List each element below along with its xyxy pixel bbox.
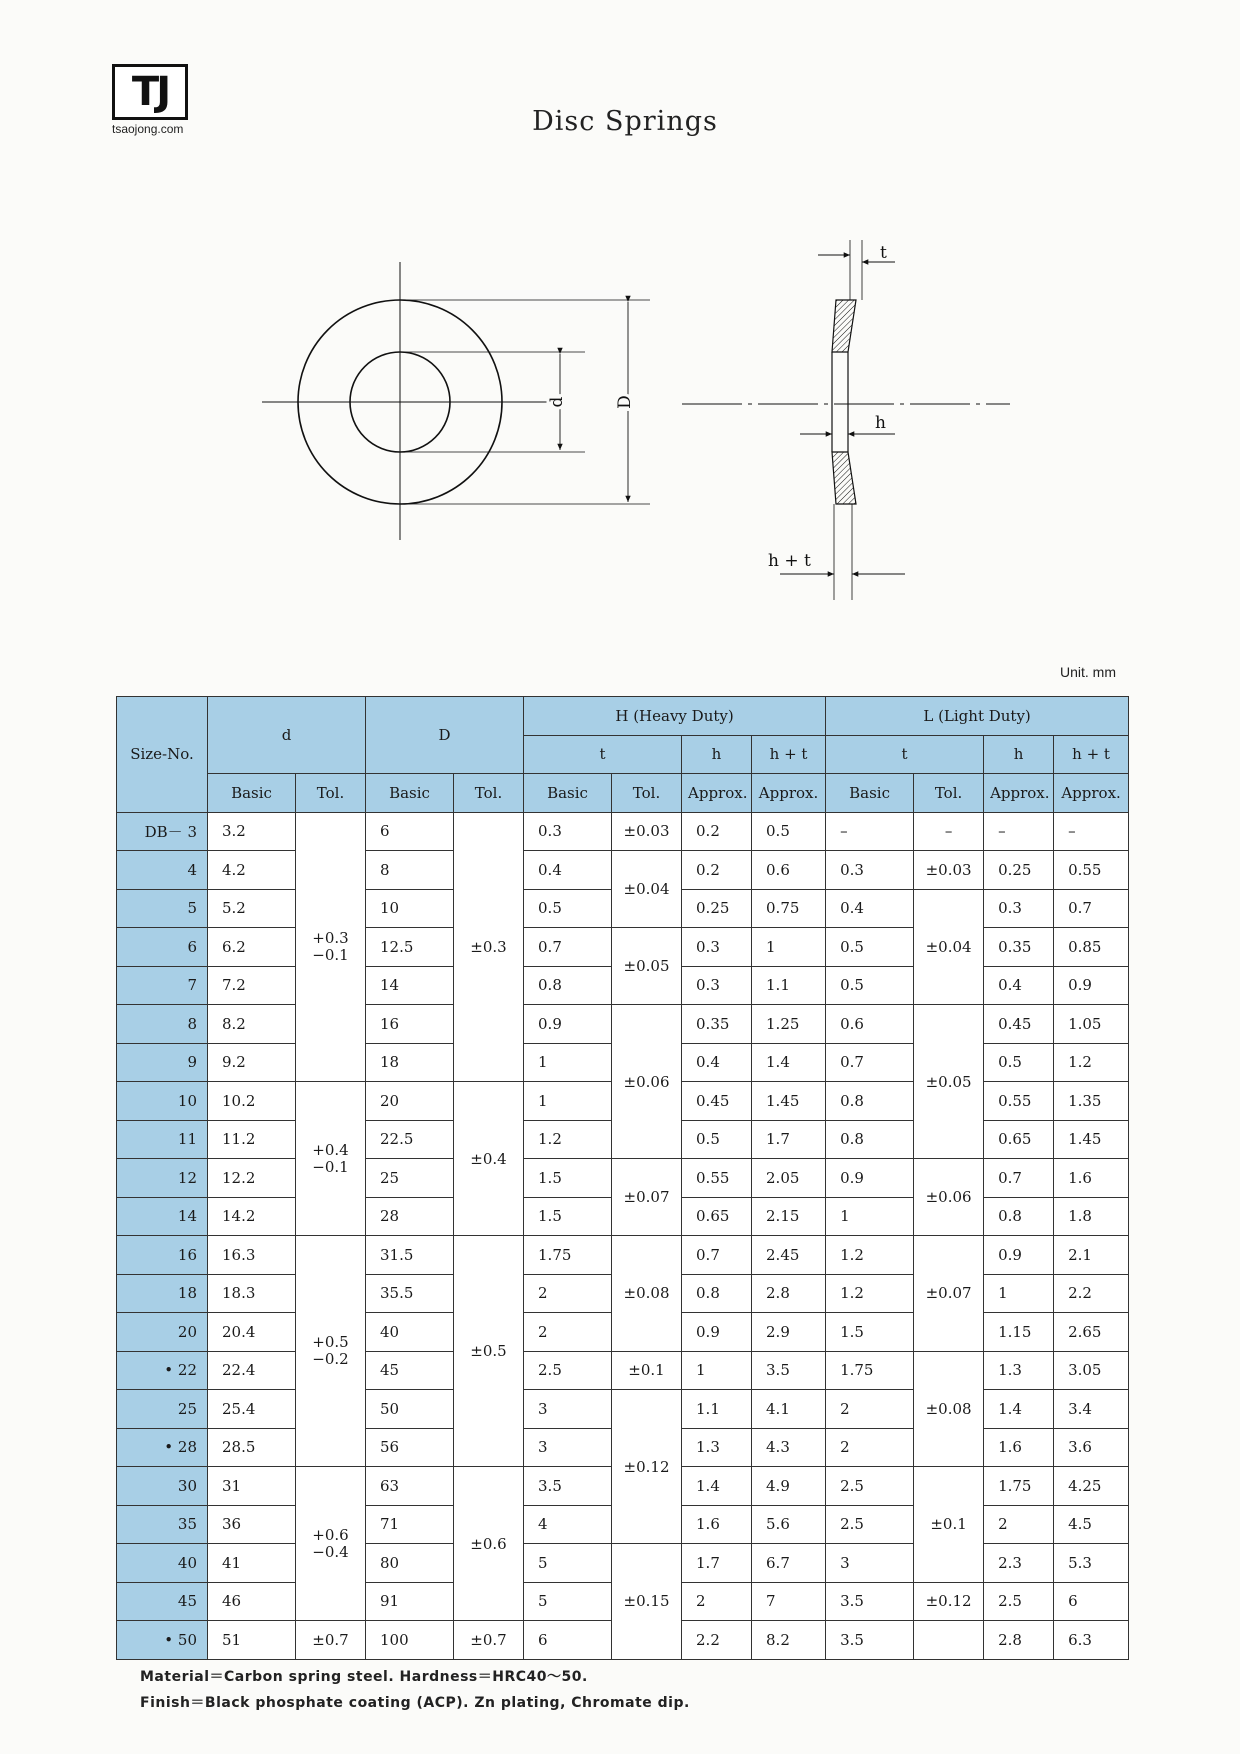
header-approx: Approx. xyxy=(984,774,1054,813)
size-no-cell: DB－ 3 xyxy=(117,812,208,851)
header-basic: Basic xyxy=(524,774,612,813)
d-basic-cell: 11.2 xyxy=(208,1120,296,1159)
d-basic-cell: 25.4 xyxy=(208,1390,296,1429)
tol-minus: −0.1 xyxy=(312,1157,349,1176)
header-heavy-duty: H (Heavy Duty) xyxy=(524,697,826,736)
D-tol-cell: ±0.6 xyxy=(454,1467,524,1621)
D-tol-cell: ±0.3 xyxy=(454,812,524,1082)
size-no-cell: 18 xyxy=(117,1274,208,1313)
heavy-ht-cell: 0.75 xyxy=(752,889,826,928)
header-basic: Basic xyxy=(366,774,454,813)
heavy-h-cell: 2.2 xyxy=(682,1621,752,1660)
heavy-h-cell: 0.8 xyxy=(682,1274,752,1313)
light-h-cell: 2.3 xyxy=(984,1544,1054,1583)
heavy-ht-cell: 2.05 xyxy=(752,1159,826,1198)
heavy-ht-cell: 5.6 xyxy=(752,1505,826,1544)
size-no-cell: 40 xyxy=(117,1544,208,1583)
light-ht-cell: 1.8 xyxy=(1054,1197,1129,1236)
light-t-basic-cell: 3 xyxy=(826,1544,914,1583)
light-h-cell: 2 xyxy=(984,1505,1054,1544)
header-approx: Approx. xyxy=(682,774,752,813)
light-t-basic-cell: 1.5 xyxy=(826,1313,914,1352)
light-ht-cell: – xyxy=(1054,812,1129,851)
table-row xyxy=(117,1351,1129,1390)
D-basic-cell: 80 xyxy=(366,1544,454,1583)
d-basic-cell: 6.2 xyxy=(208,928,296,967)
d-basic-cell: 46 xyxy=(208,1582,296,1621)
d-basic-cell: 36 xyxy=(208,1505,296,1544)
light-t-basic-cell: 0.8 xyxy=(826,1082,914,1121)
heavy-ht-cell: 2.45 xyxy=(752,1236,826,1275)
d-basic-cell: 12.2 xyxy=(208,1159,296,1198)
disc-spring-drawing xyxy=(0,0,1240,640)
size-no-cell: 16 xyxy=(117,1236,208,1275)
light-t-basic-cell: 0.7 xyxy=(826,1043,914,1082)
light-t-tol-cell: ±0.07 xyxy=(914,1236,984,1352)
tol-plus: +0.3 xyxy=(312,928,349,947)
heavy-t-basic-cell: 1 xyxy=(524,1043,612,1082)
light-h-cell: 0.65 xyxy=(984,1120,1054,1159)
logo-url: tsaojong.com xyxy=(112,122,184,136)
heavy-h-cell: 1.3 xyxy=(682,1428,752,1467)
heavy-h-cell: 0.7 xyxy=(682,1236,752,1275)
size-no-cell: 10 xyxy=(117,1082,208,1121)
header-d: d xyxy=(208,697,366,774)
heavy-h-cell: 0.45 xyxy=(682,1082,752,1121)
D-basic-cell: 56 xyxy=(366,1428,454,1467)
heavy-t-basic-cell: 0.9 xyxy=(524,1005,612,1044)
light-t-tol-cell xyxy=(914,1621,984,1660)
size-no-cell: 25 xyxy=(117,1390,208,1429)
light-t-basic-cell: 3.5 xyxy=(826,1582,914,1621)
D-basic-cell: 16 xyxy=(366,1005,454,1044)
size-no-cell: 45 xyxy=(117,1582,208,1621)
d-basic-cell: 8.2 xyxy=(208,1005,296,1044)
logo-mark-text: TJ xyxy=(131,69,169,115)
light-t-tol-cell: ±0.08 xyxy=(914,1351,984,1467)
heavy-t-basic-cell: 0.4 xyxy=(524,851,612,890)
heavy-ht-cell: 1.45 xyxy=(752,1082,826,1121)
tol-plus: +0.5 xyxy=(312,1333,349,1351)
header-heavy-ht: h + t xyxy=(752,735,826,774)
heavy-h-cell: 0.65 xyxy=(682,1197,752,1236)
heavy-t-basic-cell: 0.3 xyxy=(524,812,612,851)
D-basic-cell: 50 xyxy=(366,1390,454,1429)
d-basic-cell: 4.2 xyxy=(208,851,296,890)
table-row xyxy=(117,812,1129,851)
D-basic-cell: 63 xyxy=(366,1467,454,1506)
light-t-basic-cell: 1.75 xyxy=(826,1351,914,1390)
D-basic-cell: 18 xyxy=(366,1043,454,1082)
light-t-basic-cell: 1.2 xyxy=(826,1236,914,1275)
D-tol-cell: ±0.7 xyxy=(454,1621,524,1660)
heavy-t-basic-cell: 2 xyxy=(524,1274,612,1313)
d-basic-cell: 28.5 xyxy=(208,1428,296,1467)
light-t-basic-cell: 2 xyxy=(826,1390,914,1429)
header-heavy-t: t xyxy=(524,735,682,774)
header-heavy-h: h xyxy=(682,735,752,774)
light-t-tol-cell: ±0.03 xyxy=(914,851,984,890)
light-h-cell: 0.45 xyxy=(984,1005,1054,1044)
header-approx: Approx. xyxy=(752,774,826,813)
header-basic: Basic xyxy=(826,774,914,813)
light-ht-cell: 0.7 xyxy=(1054,889,1129,928)
light-h-cell: 0.7 xyxy=(984,1159,1054,1198)
dim-t-label: t xyxy=(880,243,887,263)
table-body xyxy=(117,812,1129,1659)
size-no-cell: 9 xyxy=(117,1043,208,1082)
light-ht-cell: 0.55 xyxy=(1054,851,1129,890)
light-ht-cell: 2.2 xyxy=(1054,1274,1129,1313)
light-t-tol-cell: ±0.04 xyxy=(914,889,984,1005)
heavy-h-cell: 1 xyxy=(682,1351,752,1390)
heavy-t-basic-cell: 6 xyxy=(524,1621,612,1660)
header-light-t: t xyxy=(826,735,984,774)
size-no-cell: 6 xyxy=(117,928,208,967)
d-basic-cell: 16.3 xyxy=(208,1236,296,1275)
D-basic-cell: 40 xyxy=(366,1313,454,1352)
light-t-tol-cell: ±0.05 xyxy=(914,1005,984,1159)
heavy-ht-cell: 3.5 xyxy=(752,1351,826,1390)
light-t-tol-cell: ±0.1 xyxy=(914,1467,984,1583)
heavy-ht-cell: 1 xyxy=(752,928,826,967)
table-row xyxy=(117,1005,1129,1044)
header-approx: Approx. xyxy=(1054,774,1129,813)
tol-minus: −0.2 xyxy=(312,1350,349,1368)
light-h-cell: 1.3 xyxy=(984,1351,1054,1390)
light-ht-cell: 4.5 xyxy=(1054,1505,1129,1544)
heavy-t-basic-cell: 1 xyxy=(524,1082,612,1121)
light-t-basic-cell: 2 xyxy=(826,1428,914,1467)
size-no-cell: • 50 xyxy=(117,1621,208,1660)
D-basic-cell: 22.5 xyxy=(366,1120,454,1159)
light-ht-cell: 3.05 xyxy=(1054,1351,1129,1390)
light-h-cell: – xyxy=(984,812,1054,851)
size-no-cell: 11 xyxy=(117,1120,208,1159)
light-h-cell: 0.5 xyxy=(984,1043,1054,1082)
light-t-basic-cell: 3.5 xyxy=(826,1621,914,1660)
light-ht-cell: 1.6 xyxy=(1054,1159,1129,1198)
header-light-ht: h + t xyxy=(1054,735,1129,774)
tol-plus: +0.4 xyxy=(312,1140,349,1159)
material-note: Material＝Carbon spring steel. Hardness＝HRC40～50. xyxy=(140,1669,588,1685)
light-ht-cell: 2.1 xyxy=(1054,1236,1129,1275)
header-tol: Tol. xyxy=(454,774,524,813)
heavy-t-basic-cell: 1.75 xyxy=(524,1236,612,1275)
heavy-h-cell: 1.1 xyxy=(682,1390,752,1429)
front-view xyxy=(262,262,650,540)
d-tol-cell xyxy=(296,1467,366,1621)
header-tol: Tol. xyxy=(296,774,366,813)
heavy-t-basic-cell: 4 xyxy=(524,1505,612,1544)
d-basic-cell: 18.3 xyxy=(208,1274,296,1313)
size-no-cell: 35 xyxy=(117,1505,208,1544)
spec-notes xyxy=(140,1664,690,1716)
D-tol-cell: ±0.4 xyxy=(454,1082,524,1236)
size-no-cell: • 28 xyxy=(117,1428,208,1467)
size-no-cell: 14 xyxy=(117,1197,208,1236)
heavy-h-cell: 0.35 xyxy=(682,1005,752,1044)
d-basic-cell: 9.2 xyxy=(208,1043,296,1082)
light-ht-cell: 6.3 xyxy=(1054,1621,1129,1660)
header-size-no: Size-No. xyxy=(117,697,208,813)
table-row xyxy=(117,1236,1129,1275)
heavy-h-cell: 0.2 xyxy=(682,851,752,890)
d-basic-cell: 20.4 xyxy=(208,1313,296,1352)
heavy-ht-cell: 0.5 xyxy=(752,812,826,851)
light-h-cell: 0.9 xyxy=(984,1236,1054,1275)
d-basic-cell: 51 xyxy=(208,1621,296,1660)
table-row xyxy=(117,1159,1129,1198)
light-ht-cell: 0.85 xyxy=(1054,928,1129,967)
header-D: D xyxy=(366,697,524,774)
light-ht-cell: 1.05 xyxy=(1054,1005,1129,1044)
light-h-cell: 0.35 xyxy=(984,928,1054,967)
D-basic-cell: 14 xyxy=(366,966,454,1005)
heavy-h-cell: 0.3 xyxy=(682,928,752,967)
d-basic-cell: 5.2 xyxy=(208,889,296,928)
light-t-tol-cell: ±0.06 xyxy=(914,1159,984,1236)
D-basic-cell: 25 xyxy=(366,1159,454,1198)
D-basic-cell: 6 xyxy=(366,812,454,851)
light-ht-cell: 5.3 xyxy=(1054,1544,1129,1583)
d-basic-cell: 7.2 xyxy=(208,966,296,1005)
light-ht-cell: 2.65 xyxy=(1054,1313,1129,1352)
page-title: Disc Springs xyxy=(532,106,718,137)
table-header xyxy=(117,697,1129,813)
light-t-basic-cell: 1 xyxy=(826,1197,914,1236)
d-tol-cell xyxy=(296,1236,366,1467)
heavy-t-basic-cell: 0.8 xyxy=(524,966,612,1005)
light-t-basic-cell: – xyxy=(826,812,914,851)
heavy-h-cell: 0.9 xyxy=(682,1313,752,1352)
light-t-basic-cell: 0.4 xyxy=(826,889,914,928)
heavy-t-basic-cell: 5 xyxy=(524,1544,612,1583)
light-h-cell: 1.75 xyxy=(984,1467,1054,1506)
heavy-ht-cell: 2.15 xyxy=(752,1197,826,1236)
d-basic-cell: 3.2 xyxy=(208,812,296,851)
light-ht-cell: 0.9 xyxy=(1054,966,1129,1005)
size-no-cell: 12 xyxy=(117,1159,208,1198)
light-ht-cell: 3.4 xyxy=(1054,1390,1129,1429)
light-h-cell: 0.25 xyxy=(984,851,1054,890)
D-basic-cell: 28 xyxy=(366,1197,454,1236)
size-no-cell: • 22 xyxy=(117,1351,208,1390)
heavy-h-cell: 0.55 xyxy=(682,1159,752,1198)
D-tol-cell: ±0.5 xyxy=(454,1236,524,1467)
d-basic-cell: 31 xyxy=(208,1467,296,1506)
tol-minus: −0.4 xyxy=(312,1542,349,1561)
heavy-t-basic-cell: 3 xyxy=(524,1428,612,1467)
D-basic-cell: 45 xyxy=(366,1351,454,1390)
light-h-cell: 1.6 xyxy=(984,1428,1054,1467)
header-basic: Basic xyxy=(208,774,296,813)
heavy-h-cell: 1.7 xyxy=(682,1544,752,1583)
D-basic-cell: 35.5 xyxy=(366,1274,454,1313)
heavy-ht-cell: 1.4 xyxy=(752,1043,826,1082)
heavy-ht-cell: 4.1 xyxy=(752,1390,826,1429)
header-light-h: h xyxy=(984,735,1054,774)
heavy-t-basic-cell: 1.5 xyxy=(524,1197,612,1236)
light-h-cell: 0.8 xyxy=(984,1197,1054,1236)
heavy-ht-cell: 8.2 xyxy=(752,1621,826,1660)
D-basic-cell: 91 xyxy=(366,1582,454,1621)
d-tol-cell xyxy=(296,812,366,1082)
size-no-cell: 20 xyxy=(117,1313,208,1352)
size-no-cell: 5 xyxy=(117,889,208,928)
heavy-t-tol-cell: ±0.12 xyxy=(612,1390,682,1544)
light-t-basic-cell: 2.5 xyxy=(826,1467,914,1506)
heavy-t-basic-cell: 5 xyxy=(524,1582,612,1621)
heavy-ht-cell: 4.3 xyxy=(752,1428,826,1467)
heavy-h-cell: 2 xyxy=(682,1582,752,1621)
d-basic-cell: 22.4 xyxy=(208,1351,296,1390)
heavy-ht-cell: 2.8 xyxy=(752,1274,826,1313)
D-basic-cell: 12.5 xyxy=(366,928,454,967)
light-t-tol-cell: – xyxy=(914,812,984,851)
dim-d-label: d xyxy=(547,396,567,408)
heavy-t-basic-cell: 3 xyxy=(524,1390,612,1429)
heavy-t-tol-cell: ±0.08 xyxy=(612,1236,682,1352)
light-ht-cell: 1.45 xyxy=(1054,1120,1129,1159)
header-tol: Tol. xyxy=(612,774,682,813)
light-ht-cell: 3.6 xyxy=(1054,1428,1129,1467)
heavy-h-cell: 0.4 xyxy=(682,1043,752,1082)
light-t-basic-cell: 0.5 xyxy=(826,928,914,967)
d-tol-cell: ±0.7 xyxy=(296,1621,366,1660)
tol-plus: +0.6 xyxy=(312,1525,349,1544)
heavy-t-tol-cell: ±0.03 xyxy=(612,812,682,851)
d-tol-cell xyxy=(296,1082,366,1236)
D-basic-cell: 100 xyxy=(366,1621,454,1660)
heavy-h-cell: 0.2 xyxy=(682,812,752,851)
D-basic-cell: 10 xyxy=(366,889,454,928)
light-ht-cell: 6 xyxy=(1054,1582,1129,1621)
heavy-ht-cell: 2.9 xyxy=(752,1313,826,1352)
light-t-basic-cell: 0.8 xyxy=(826,1120,914,1159)
heavy-ht-cell: 1.7 xyxy=(752,1120,826,1159)
heavy-ht-cell: 7 xyxy=(752,1582,826,1621)
D-basic-cell: 8 xyxy=(366,851,454,890)
heavy-t-basic-cell: 1.2 xyxy=(524,1120,612,1159)
heavy-ht-cell: 6.7 xyxy=(752,1544,826,1583)
finish-note: Finish＝Black phosphate coating (ACP). Zn plating, Chromate dip. xyxy=(140,1695,690,1711)
D-basic-cell: 20 xyxy=(366,1082,454,1121)
heavy-ht-cell: 0.6 xyxy=(752,851,826,890)
heavy-t-tol-cell: ±0.1 xyxy=(612,1351,682,1390)
heavy-ht-cell: 4.9 xyxy=(752,1467,826,1506)
dim-ht-label: h + t xyxy=(768,551,811,571)
heavy-t-basic-cell: 2.5 xyxy=(524,1351,612,1390)
light-t-basic-cell: 0.9 xyxy=(826,1159,914,1198)
heavy-ht-cell: 1.1 xyxy=(752,966,826,1005)
d-basic-cell: 41 xyxy=(208,1544,296,1583)
light-h-cell: 0.3 xyxy=(984,889,1054,928)
heavy-h-cell: 1.4 xyxy=(682,1467,752,1506)
header-tol: Tol. xyxy=(914,774,984,813)
heavy-t-tol-cell: ±0.15 xyxy=(612,1544,682,1660)
light-h-cell: 0.55 xyxy=(984,1082,1054,1121)
tol-minus: −0.1 xyxy=(312,945,349,964)
light-h-cell: 2.5 xyxy=(984,1582,1054,1621)
header-light-duty: L (Light Duty) xyxy=(826,697,1129,736)
heavy-t-tol-cell: ±0.06 xyxy=(612,1005,682,1159)
dim-h-label: h xyxy=(875,413,886,433)
light-t-basic-cell: 0.3 xyxy=(826,851,914,890)
light-h-cell: 0.4 xyxy=(984,966,1054,1005)
D-basic-cell: 31.5 xyxy=(366,1236,454,1275)
heavy-t-tol-cell: ±0.05 xyxy=(612,928,682,1005)
dim-D-label: D xyxy=(615,395,635,409)
heavy-h-cell: 0.5 xyxy=(682,1120,752,1159)
side-view xyxy=(682,240,1010,600)
heavy-t-tol-cell: ±0.07 xyxy=(612,1159,682,1236)
unit-label: Unit. mm xyxy=(1060,664,1116,680)
light-ht-cell: 1.2 xyxy=(1054,1043,1129,1082)
heavy-t-basic-cell: 3.5 xyxy=(524,1467,612,1506)
disc-spring-table xyxy=(116,696,1129,1660)
heavy-h-cell: 0.25 xyxy=(682,889,752,928)
size-no-cell: 30 xyxy=(117,1467,208,1506)
heavy-t-basic-cell: 0.7 xyxy=(524,928,612,967)
light-t-basic-cell: 2.5 xyxy=(826,1505,914,1544)
light-ht-cell: 1.35 xyxy=(1054,1082,1129,1121)
d-basic-cell: 10.2 xyxy=(208,1082,296,1121)
light-t-basic-cell: 1.2 xyxy=(826,1274,914,1313)
light-ht-cell: 4.25 xyxy=(1054,1467,1129,1506)
size-no-cell: 7 xyxy=(117,966,208,1005)
light-h-cell: 2.8 xyxy=(984,1621,1054,1660)
heavy-h-cell: 1.6 xyxy=(682,1505,752,1544)
light-t-basic-cell: 0.6 xyxy=(826,1005,914,1044)
light-h-cell: 1.4 xyxy=(984,1390,1054,1429)
size-no-cell: 4 xyxy=(117,851,208,890)
d-basic-cell: 14.2 xyxy=(208,1197,296,1236)
light-t-tol-cell: ±0.12 xyxy=(914,1582,984,1621)
D-basic-cell: 71 xyxy=(366,1505,454,1544)
heavy-h-cell: 0.3 xyxy=(682,966,752,1005)
light-h-cell: 1 xyxy=(984,1274,1054,1313)
light-h-cell: 1.15 xyxy=(984,1313,1054,1352)
size-no-cell: 8 xyxy=(117,1005,208,1044)
heavy-t-basic-cell: 2 xyxy=(524,1313,612,1352)
heavy-t-tol-cell: ±0.04 xyxy=(612,851,682,928)
heavy-t-basic-cell: 1.5 xyxy=(524,1159,612,1198)
heavy-t-basic-cell: 0.5 xyxy=(524,889,612,928)
heavy-ht-cell: 1.25 xyxy=(752,1005,826,1044)
table-row xyxy=(117,851,1129,890)
light-t-basic-cell: 0.5 xyxy=(826,966,914,1005)
